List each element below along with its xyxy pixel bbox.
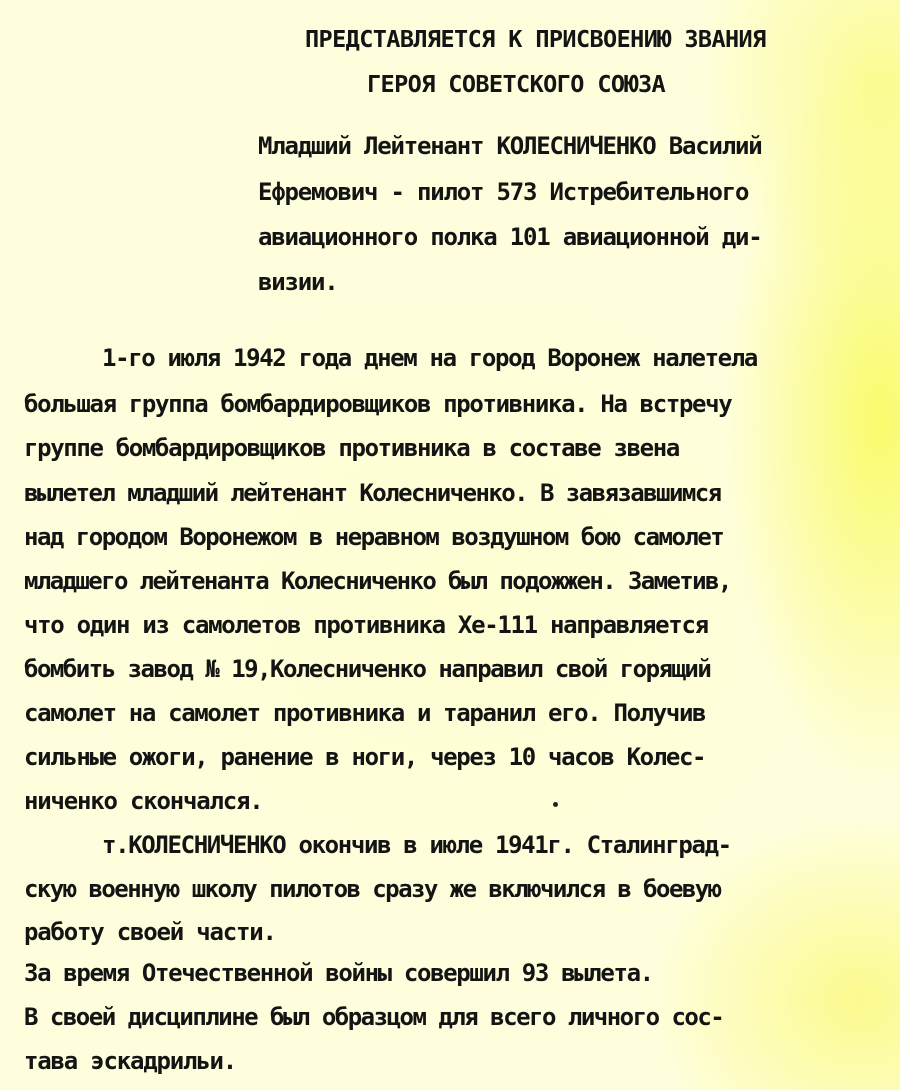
paragraph1-line-1: 1-го июля 1942 года днем на город Воронеж налетела (102, 344, 757, 372)
paragraph1-line-7: что один из самолетов противника Хе-111 направляется (24, 611, 708, 639)
nominee-line-3: авиационного полка 101 авиационной ди- (258, 223, 762, 251)
paragraph2-line-2: скую военную школу пилотов сразу же включился в боевую (24, 875, 721, 903)
paragraph1-line-8: бомбить завод № 19,Колесниченко направил свой горящий (24, 655, 711, 683)
paragraph2-line-4: За время Отечественной войны совершил 93 вылета. (24, 959, 653, 987)
paragraph1-line-11: ниченко скончался. (24, 787, 263, 815)
paragraph2-line-5: В своей дисциплине был образцом для всего личного сос- (24, 1003, 724, 1031)
paragraph1-line-10: сильные ожоги, ранение в ноги, через 10 часов Колес- (24, 743, 706, 771)
paragraph1-line-2: большая группа бомбардировщиков противника. На встречу (24, 390, 732, 418)
nominee-line-2: Ефремович - пилот 573 Истребительного (258, 178, 749, 206)
header-line-1: ПРЕДСТАВЛЯЕТСЯ К ПРИСВОЕНИЮ ЗВАНИЯ (305, 25, 766, 53)
paragraph1-line-4: вылетел младший лейтенант Колесниченко. В завязавшимся (24, 479, 721, 507)
nominee-line-1: Младший Лейтенант КОЛЕСНИЧЕНКО Василий (258, 132, 762, 160)
paragraph1-line-5: над городом Воронежом в неравном воздушном бою самолет (24, 523, 724, 551)
paragraph2-line-6: тава эскадрильи. (24, 1047, 236, 1075)
header-line-2: ГЕРОЯ СОВЕТСКОГО СОЮЗА (367, 70, 666, 98)
paragraph1-line-6: младшего лейтенанта Колесниченко был подожжен. Заметив, (24, 567, 731, 595)
paragraph2-line-3: работу своей части. (24, 918, 276, 946)
paragraph2-line-1: т.КОЛЕСНИЧЕНКО окончив в июле 1941г. Сталинград- (102, 831, 731, 859)
paragraph1-line-9: самолет на самолет противника и таранил его. Получив (24, 699, 706, 727)
nominee-line-4: визии. (258, 268, 338, 296)
paragraph1-line-3: группе бомбардировщиков противника в составе звена (24, 434, 679, 462)
ink-dot (553, 802, 558, 807)
